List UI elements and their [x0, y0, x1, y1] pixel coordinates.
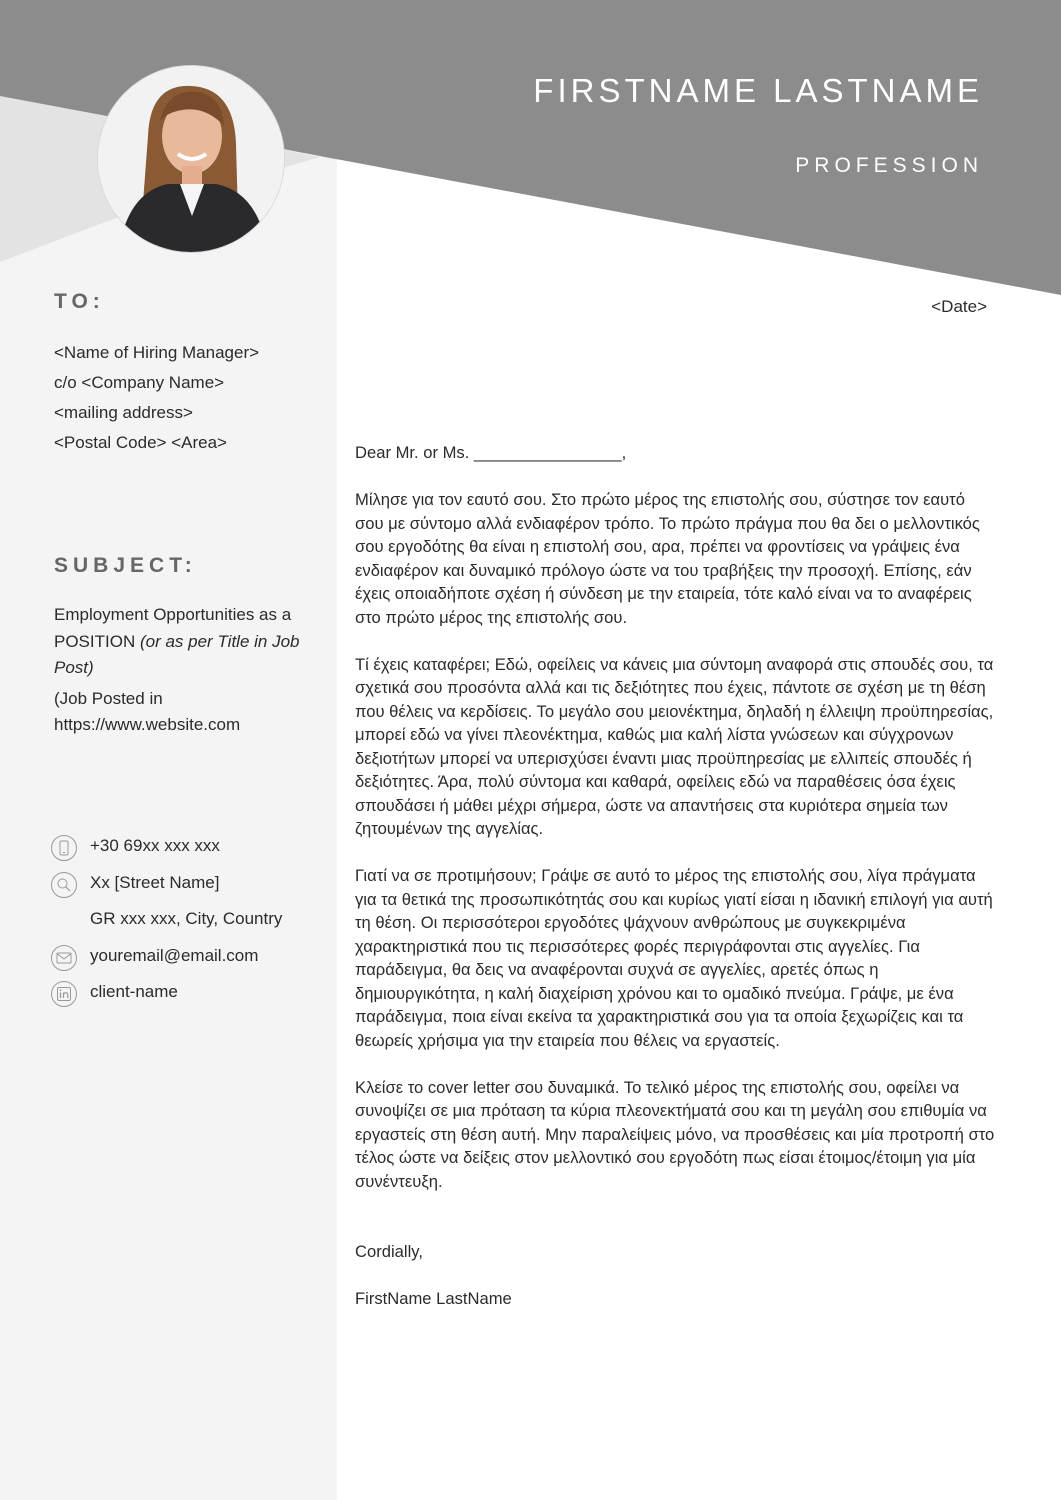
letter-closing: Cordially,: [355, 1242, 423, 1261]
letter-signature: FirstName LastName: [355, 1289, 512, 1308]
subject-job-posted: (Job Posted in https://www.website.com: [54, 688, 241, 734]
to-title: TO:: [54, 290, 105, 313]
to-line-mailing-address: <mailing address>: [54, 403, 193, 422]
letter-paragraph-intro: Μίλησε για τον εαυτό σου. Στο πρώτο μέρος της επιστολής σου, σύστησε τον εαυτό σου με σύντομο αλλά ενδιαφέρον τρόπο. Το πρώτο πράγμα που θα δει ο μελλοντικός σου εργοδότης θα είναι η επιστολή σου, αρα, πρέπει να φροντίσεις να γράψεις ένα ενδιαφέρον και δυναμικό πρόλογο ώστε να του τραβήξεις την προσοχή. Επίσης, εάν έχεις οποιαδήποτε σχέση ή σύνδεση με την εταιρεία, τότε καλό είναι να το αναφέρεις στο πρώτο μέρος της επιστολής σου.: [355, 490, 980, 627]
subject-text: [54, 602, 324, 739]
subject-title: SUBJECT:: [54, 554, 197, 577]
subject-position: Employment Opportunities as a POSITION: [54, 605, 292, 651]
recipient-address: [54, 338, 259, 458]
letter-paragraph-why-me: Γιατί να σε προτιμήσουν; Γράψε σε αυτό το μέρος της επιστολής σου, λίγα πράγματα για τα θετικά της προσωπικότητάς σου και κυρίως γιατί είσαι η ιδανική επιλογή για αυτή τη θέση. Οι περισσότεροι εργοδότες ψάχνουν ανθρώπους με συγκεκριμένα χαρακτηριστικά που τις περισσότερες φορές περιγράφονται στις αγγελίες. Για παράδειγμα, θα δεις να αναφέρονται συχνά σε αγγελίες, αρετές όπως η δημιουργικότητα, η καλή διαχείριση χρόνου και το ομαδικό πνεύμα. Γράψε, με ένα παράδειγμα, ποια είναι εκείνα τα χαρακτηριστικά σου για τα οποία ξεχωρίζεις και τα θεωρείς χρήσιμα για την εταιρεία που θέλεις να εργαστείς.: [355, 866, 993, 1050]
contact-street-text: Xx [Street Name]: [90, 872, 220, 892]
linkedin-icon: [50, 980, 78, 1008]
phone-icon: [50, 834, 78, 862]
contact-city-text: GR xxx xxx, City, Country: [90, 909, 283, 928]
to-line-company: c/o <Company Name>: [54, 373, 225, 392]
header-name: FIRSTNAME LASTNAME: [533, 72, 983, 109]
header-profession: PROFESSION: [795, 154, 983, 177]
subject-position-note: (or as per Title in Job Post): [54, 631, 300, 677]
subject-line-1: [54, 602, 324, 682]
contact-email-text: youremail@email.com: [90, 945, 259, 965]
location-icon: [50, 871, 78, 899]
profile-photo: [98, 66, 284, 252]
letter-body: [355, 441, 995, 1334]
letter-date: <Date>: [931, 297, 987, 316]
to-line-postal-code: <Postal Code> <Area>: [54, 433, 227, 452]
letter-paragraph-closing: Κλείσε το cover letter σου δυναμικά. Το τελικό μέρος της επιστολής σου, οφείλει να συνοψίζει σε μια πρόταση τα κύρια πλεονεκτήματά σου και τη μεγάλη σου επιθυμία να εργαστείς στη θέση αυτή. Μην παραλείψεις μόνο, να προσθέσεις και μία προτροπή στο τέλος ώστε να δείξεις στον μελλοντικό σου εργοδότη πως είσαι έτοιμος/έτοιμη για μία συνέντευξη.: [355, 1077, 995, 1191]
email-icon: [50, 944, 78, 972]
letter-greeting: Dear Mr. or Ms. ________________,: [355, 443, 627, 462]
contact-phone-text: +30 69xx xxx xxx: [90, 836, 220, 855]
letter-paragraph-achievements: Τί έχεις καταφέρει; Εδώ, οφείλεις να κάνεις μια σύντομη αναφορά στις σπουδές σου, τα σχετικά σου προσόντα αλλά και τις δεξιότητες που έχεις, πάντοτε σε σχέση με τη θέση που θέλεις να κερδίσεις. Το μεγάλο σου μειονέκτημα, δηλαδή η έλλειψη προϋπηρεσίας, μπορεί εδώ να γίνει πλεονέκτημα, καθώς μια καλή λίστα γνώσεων και σύγχρονων δεξιοτήτων μπορεί να υπερισχύσει έναντι μιας προϋπηρεσίας με ελλιπείς σπουδές ή δεξιότητες. Άρα, πολύ σύντομα και καθαρά, οφείλεις εδώ να παραθέσεις όσα έχεις σπουδάσει ή μάθει μέχρι σήμερα, ώστε να απαντήσεις στα κυριότερα σημεία των ζητουμένων της αγγελίας.: [355, 654, 994, 838]
to-line-hiring-manager: <Name of Hiring Manager>: [54, 343, 260, 362]
contact-linkedin-text: client-name: [90, 982, 178, 1001]
